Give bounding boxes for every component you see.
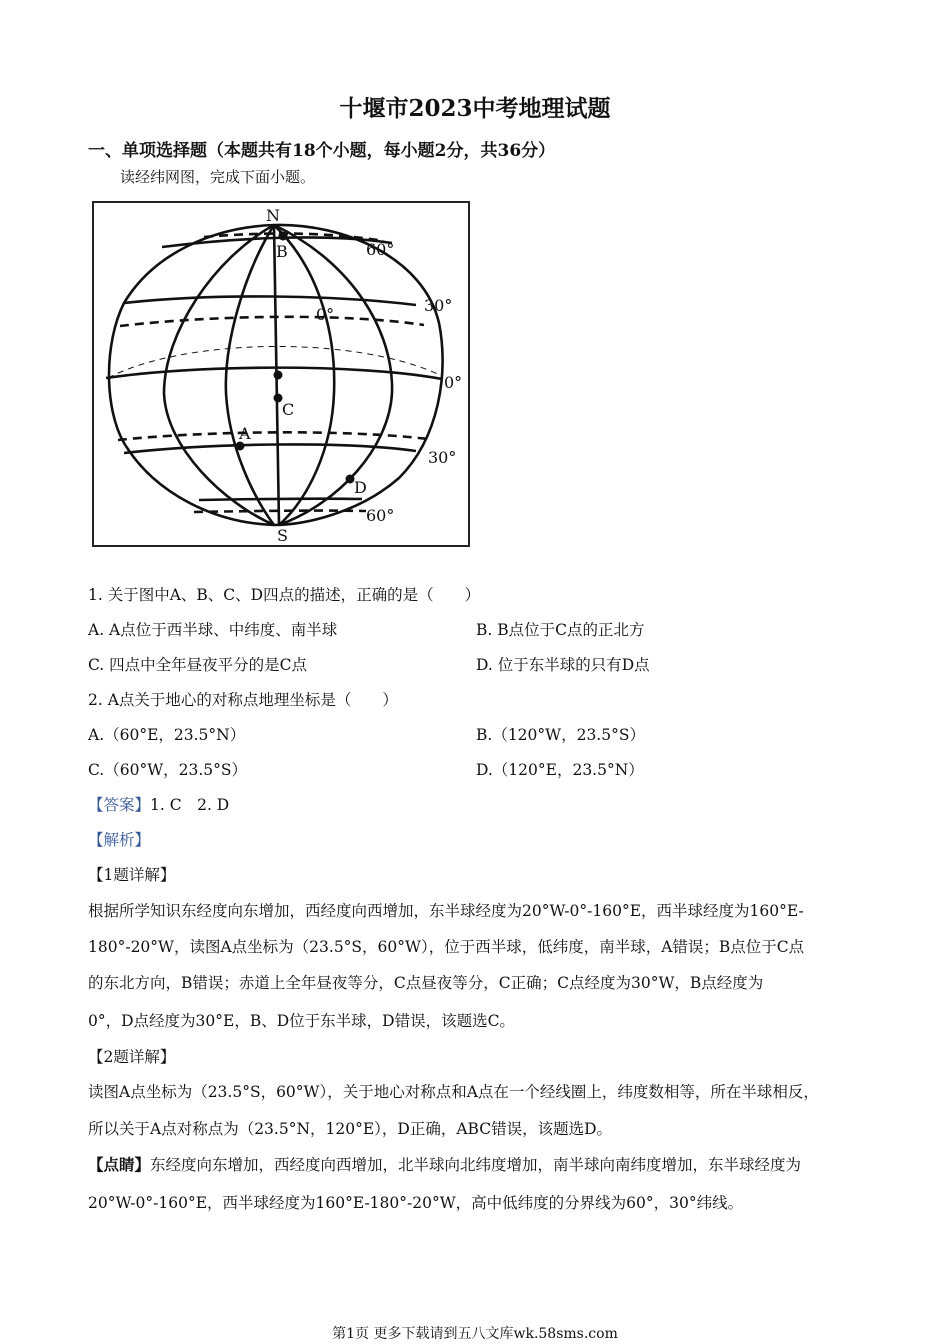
tip-text: 东经度向东增加，西经度向西增加，北半球向北纬度增加，南半球向南纬度增加，东半球经度为: [150, 1156, 802, 1174]
question-2-option-a: A.（60°E，23.5°N）: [88, 726, 246, 744]
point-b-dot: [279, 232, 288, 241]
label-meridian-0: 0°: [316, 305, 335, 324]
label-30n: 30°: [424, 296, 453, 315]
question-2-stem: 2. A点关于地心的对称点地理坐标是（ ）: [88, 691, 398, 709]
figure-intro: 读经纬网图，完成下面小题。: [120, 168, 316, 186]
section-heading: 一、单项选择题（本题共有18个小题，每小题2分，共36分）: [88, 141, 556, 161]
label-equator: 0°: [444, 373, 463, 392]
detail-1-heading: 【1题详解】: [88, 866, 176, 884]
question-1-stem: 1. 关于图中A、B、C、D四点的描述，正确的是（ ）: [88, 586, 481, 604]
tip-line: 20°W-0°-160°E，西半球经度为160°E-180°-20°W，高中低纬度的分界线为60°，30°纬线。: [88, 1194, 744, 1212]
detail-1-line: 的东北方向，B错误；赤道上全年昼夜等分，C点昼夜等分，C正确；C点经度为30°W，B点经度为: [88, 974, 764, 992]
label-30s: 30°: [428, 448, 457, 467]
label-60n: 60°: [366, 240, 395, 259]
label-c: C: [282, 400, 295, 419]
detail-2-line: 读图A点坐标为（23.5°S，60°W），关于地心对称点和A点在一个经线圈上，纬度数相等，所在半球相反，: [88, 1083, 819, 1101]
answer-tag: 【答案】: [88, 796, 151, 814]
detail-1-line: 0°，D点经度为30°E，B、D位于东半球，D错误，该题选C。: [88, 1012, 515, 1030]
label-a: A: [239, 424, 251, 443]
document-title: 十堰市2023中考地理试题: [339, 95, 611, 122]
parallel-30n: [124, 296, 416, 305]
label-north: N: [266, 206, 280, 225]
graticule-figure: [92, 201, 470, 547]
answer-line: [88, 793, 229, 815]
label-60s: 60°: [366, 506, 395, 525]
page-footer: 第1页 更多下载请到五八文库wk.58sms.com: [332, 1326, 618, 1342]
detail-1-line: 180°-20°W，读图A点坐标为（23.5°S，60°W），位于西半球，低纬度，南半球，A错误；B点位于C点: [88, 938, 805, 956]
tip-tag: 【点睛】: [88, 1155, 151, 1174]
meridian-west-inner: [226, 225, 274, 525]
question-1-option-b: B. B点位于C点的正北方: [476, 621, 645, 639]
question-1-option-a: A. A点位于西半球、中纬度、南半球: [88, 621, 338, 639]
detail-2-line: 所以关于A点对称点为（23.5°N，120°E），D正确，ABC错误，该题选D。: [88, 1120, 613, 1138]
question-1-option-c: C. 四点中全年昼夜平分的是C点: [88, 656, 308, 674]
detail-1-line: 根据所学知识东经度向东增加，西经度向西增加，东半球经度为20°W-0°-160°E，西半球经度为160°E-: [88, 902, 804, 920]
label-b: B: [276, 242, 288, 261]
meridian-west-outer: [164, 225, 274, 525]
globe-diagram: [94, 203, 472, 549]
point-equator-dot: [274, 371, 283, 380]
question-2-option-d: D.（120°E，23.5°N）: [476, 761, 644, 779]
answer-text: 1. C 2. D: [150, 796, 230, 814]
question-2-option-b: B.（120°W，23.5°S）: [476, 726, 645, 744]
detail-2-heading: 【2题详解】: [88, 1048, 176, 1066]
analysis-tag: 【解析】: [88, 831, 151, 849]
question-1-option-d: D. 位于东半球的只有D点: [476, 656, 650, 674]
meridian-east-inner: [274, 225, 334, 525]
label-d: D: [354, 478, 367, 497]
question-2-option-c: C.（60°W，23.5°S）: [88, 761, 248, 779]
parallel-60s: [199, 499, 362, 500]
label-south: S: [277, 526, 288, 545]
tip-line: [88, 1153, 878, 1175]
